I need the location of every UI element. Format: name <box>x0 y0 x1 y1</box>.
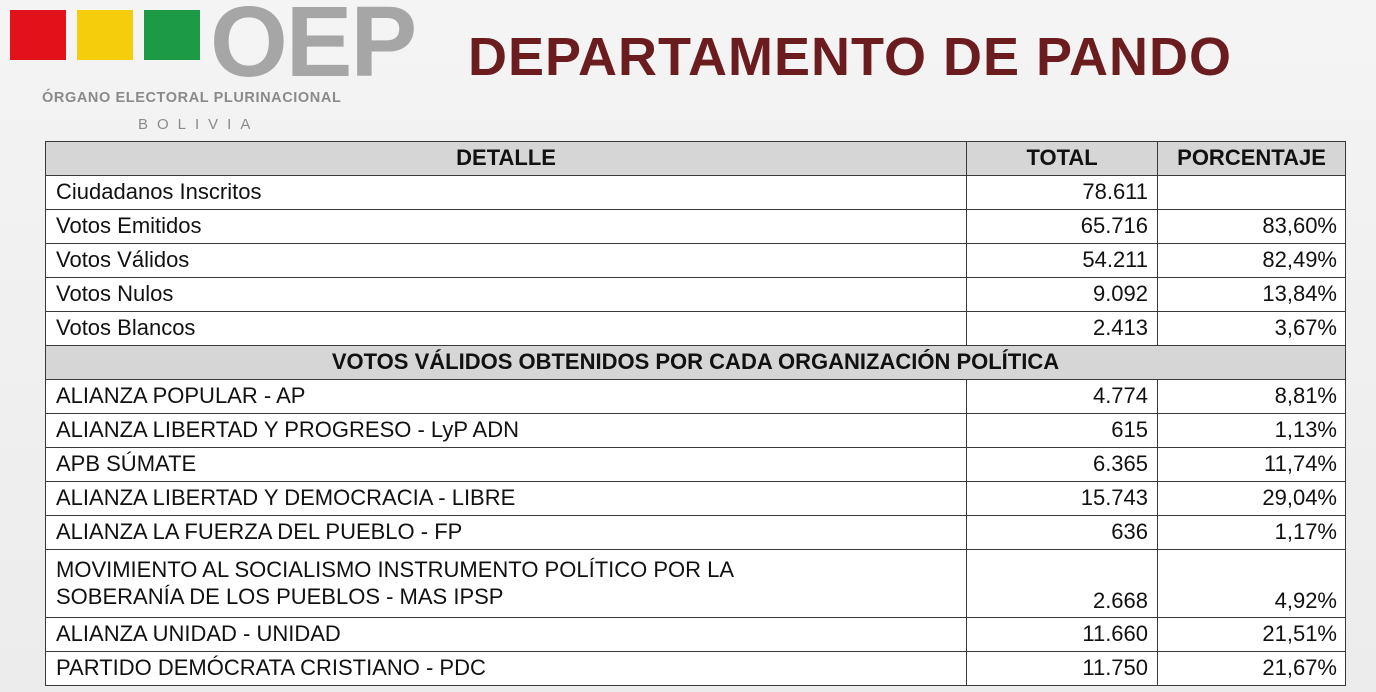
row-total: 636 <box>967 516 1158 550</box>
row-percent: 21,51% <box>1158 618 1346 652</box>
table-row <box>46 516 1346 550</box>
row-percent: 21,67% <box>1158 652 1346 686</box>
row-percent <box>1158 176 1346 210</box>
table-row <box>46 448 1346 482</box>
row-percent: 11,74% <box>1158 448 1346 482</box>
row-percent: 8,81% <box>1158 380 1346 414</box>
table-row <box>46 244 1346 278</box>
row-percent: 4,92% <box>1158 550 1346 618</box>
summary-rows <box>46 176 1346 346</box>
row-total: 6.365 <box>967 448 1158 482</box>
row-label: Votos Blancos <box>46 312 967 346</box>
row-label: MOVIMIENTO AL SOCIALISMO INSTRUMENTO POLÍTICO POR LA SOBERANÍA DE LOS PUEBLOS - MAS IPSP <box>46 550 967 618</box>
section-heading-row <box>46 346 1346 380</box>
table-row <box>46 380 1346 414</box>
row-percent: 83,60% <box>1158 210 1346 244</box>
table-row <box>46 278 1346 312</box>
row-percent: 3,67% <box>1158 312 1346 346</box>
row-percent: 29,04% <box>1158 482 1346 516</box>
row-label: ALIANZA POPULAR - AP <box>46 380 967 414</box>
table-row <box>46 176 1346 210</box>
row-total: 65.716 <box>967 210 1158 244</box>
organization-name: ÓRGANO ELECTORAL PLURINACIONAL <box>42 90 342 106</box>
row-percent: 1,13% <box>1158 414 1346 448</box>
logo-color-squares <box>10 10 211 60</box>
row-label: Ciudadanos Inscritos <box>46 176 967 210</box>
row-label: PARTIDO DEMÓCRATA CRISTIANO - PDC <box>46 652 967 686</box>
logo-green-square <box>144 10 200 60</box>
table-row <box>46 414 1346 448</box>
row-total: 15.743 <box>967 482 1158 516</box>
row-total: 11.750 <box>967 652 1158 686</box>
row-total: 11.660 <box>967 618 1158 652</box>
row-label: Votos Emitidos <box>46 210 967 244</box>
table-row <box>46 210 1346 244</box>
table-row <box>46 550 1346 618</box>
row-total: 615 <box>967 414 1158 448</box>
row-label: APB SÚMATE <box>46 448 967 482</box>
table-row <box>46 312 1346 346</box>
page-title: DEPARTAMENTO DE PANDO <box>468 27 1233 87</box>
logo-yellow-square <box>77 10 133 60</box>
row-label: ALIANZA LA FUERZA DEL PUEBLO - FP <box>46 516 967 550</box>
table-row <box>46 482 1346 516</box>
results-table <box>45 141 1346 686</box>
party-rows <box>46 380 1346 686</box>
logo-wordmark: OEP <box>210 0 416 98</box>
table-row <box>46 618 1346 652</box>
country-name: BOLIVIA <box>138 116 260 133</box>
row-percent: 82,49% <box>1158 244 1346 278</box>
header-detail: DETALLE <box>46 142 967 176</box>
table-row <box>46 652 1346 686</box>
row-label: Votos Nulos <box>46 278 967 312</box>
row-total: 4.774 <box>967 380 1158 414</box>
table-header-row <box>46 142 1346 176</box>
row-label: ALIANZA LIBERTAD Y DEMOCRACIA - LIBRE <box>46 482 967 516</box>
header-total: TOTAL <box>967 142 1158 176</box>
row-label: ALIANZA LIBERTAD Y PROGRESO - LyP ADN <box>46 414 967 448</box>
row-label: ALIANZA UNIDAD - UNIDAD <box>46 618 967 652</box>
row-total: 2.413 <box>967 312 1158 346</box>
logo-red-square <box>10 10 66 60</box>
row-label: Votos Válidos <box>46 244 967 278</box>
row-total: 9.092 <box>967 278 1158 312</box>
row-total: 2.668 <box>967 550 1158 618</box>
header-percent: PORCENTAJE <box>1158 142 1346 176</box>
section-heading: VOTOS VÁLIDOS OBTENIDOS POR CADA ORGANIZACIÓN POLÍTICA <box>46 346 1346 380</box>
row-total: 78.611 <box>967 176 1158 210</box>
row-total: 54.211 <box>967 244 1158 278</box>
row-percent: 13,84% <box>1158 278 1346 312</box>
row-percent: 1,17% <box>1158 516 1346 550</box>
